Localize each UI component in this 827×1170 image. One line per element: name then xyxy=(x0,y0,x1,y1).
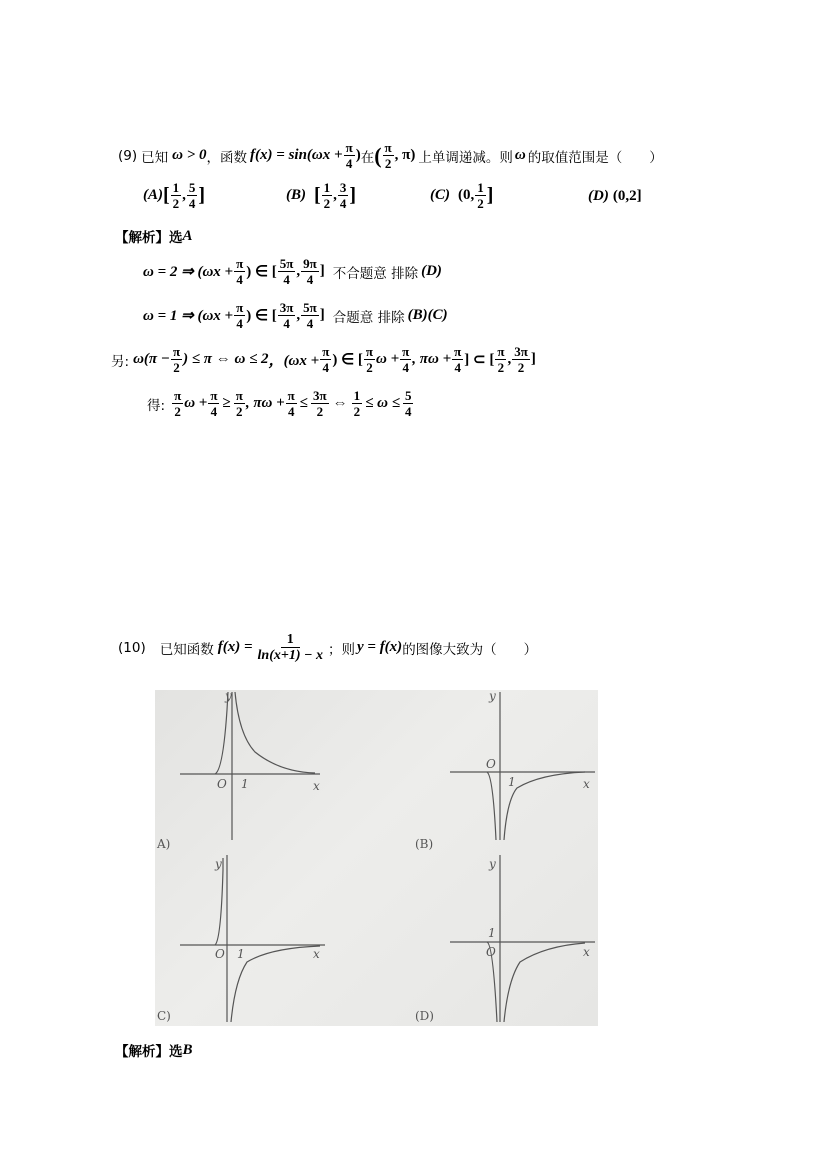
frac: $\frac{1}{2}$ xyxy=(172,180,180,211)
q10-yfx: y = f(x) xyxy=(356,639,403,655)
option-label: (D) xyxy=(588,188,609,204)
graph-b-origin-label: O xyxy=(486,757,496,771)
comma: , xyxy=(296,263,301,279)
q9-frac-pi2: $\frac{\pi}{2}$ xyxy=(384,140,392,171)
get-label: 得: xyxy=(147,397,166,414)
q9-step2 xyxy=(143,300,448,331)
q10-function: f(x) = xyxy=(217,639,253,655)
close-bracket: ] xyxy=(319,307,325,323)
alt-end: ] xyxy=(530,351,536,367)
q9-option-d xyxy=(588,188,642,205)
graph-a-curve-left xyxy=(215,692,228,774)
step1-mid: ) ∈ [ xyxy=(246,264,277,280)
option-label: (C) xyxy=(430,187,450,203)
step1-note: 不合题意 排除 xyxy=(332,265,419,282)
graph-d-x-label: x xyxy=(583,945,590,959)
frac: $\frac{\pi}{2}$ xyxy=(172,344,181,375)
q9-get xyxy=(147,388,414,419)
q9-range-text: 的取值范围是（ ） xyxy=(527,149,663,166)
q9-step1 xyxy=(143,256,442,287)
alt-g: ] ⊂ [ xyxy=(464,352,495,368)
get-e: ⇔ xyxy=(332,395,348,411)
q9-interval-close: , π) xyxy=(394,147,416,163)
get-c: , πω + xyxy=(245,395,285,411)
frac: $\frac{9\pi}{4}$ xyxy=(303,256,317,287)
frac: $\frac{\pi}{2}$ xyxy=(365,344,374,375)
alt-h: , xyxy=(507,351,512,367)
frac: $\frac{5\pi}{4}$ xyxy=(303,300,317,331)
graph-b-one-label: 1 xyxy=(508,775,516,789)
graph-d-curve-right xyxy=(504,943,585,1022)
option-text: (0, xyxy=(458,187,475,203)
frac: $\frac{1}{2}$ xyxy=(323,180,331,211)
graph-b-curve-right xyxy=(504,772,585,840)
step1-excl: (D) xyxy=(421,263,442,279)
comma: , xyxy=(182,187,186,203)
alt-label: 另: xyxy=(111,353,130,370)
q9-analysis xyxy=(115,226,193,246)
q9-omega: ω xyxy=(514,147,526,163)
alt-f: , πω + xyxy=(412,351,452,367)
q10-number: (10) xyxy=(118,639,146,656)
q9-interval-open: ( xyxy=(374,142,382,168)
graph-d-y-label: y xyxy=(489,857,496,871)
alt-c: ，(ωx + xyxy=(268,353,320,369)
q10-analysis xyxy=(115,1040,193,1060)
alt-b: ) ≤ π ⇔ ω ≤ 2 xyxy=(183,351,269,367)
q9-stem xyxy=(118,140,663,171)
comma: , xyxy=(296,307,301,323)
graph-c-y-label: y xyxy=(215,857,222,871)
step2-note: 合题意 排除 xyxy=(332,309,405,326)
graph-d-panel-label: (D) xyxy=(415,1009,434,1023)
graph-c-panel-label: C) xyxy=(157,1009,171,1023)
step2-left: ω = 1 ⇒ (ωx + xyxy=(143,308,234,324)
option-label: (A) xyxy=(143,187,163,203)
q9-condition: ω > 0 xyxy=(172,147,207,163)
graph-a-x-label: x xyxy=(313,779,320,793)
frac: $\frac{3\pi}{2}$ xyxy=(313,388,327,419)
q9-function: f(x) = sin(ωx + xyxy=(250,147,343,163)
option-label: (B) xyxy=(286,187,306,203)
option-text: (0,2] xyxy=(612,188,642,204)
open-bracket: [ xyxy=(163,184,170,206)
q9-alt xyxy=(111,344,536,375)
frac: $\frac{3}{4}$ xyxy=(339,180,347,211)
close-bracket: ] xyxy=(486,184,494,206)
q9-number: (9) xyxy=(118,147,138,164)
get-a: ω + xyxy=(184,395,208,411)
q9-option-c xyxy=(430,180,493,211)
q9-option-a xyxy=(143,180,205,211)
analysis-label: 【解析】选 xyxy=(115,1044,183,1060)
frac: $\frac{\pi}{2}$ xyxy=(497,344,505,375)
q9-on: 在 xyxy=(360,149,375,166)
graph-c-x-label: x xyxy=(313,947,320,961)
frac: $\frac{5}{4}$ xyxy=(188,180,196,211)
analysis-answer: A xyxy=(182,227,193,244)
q10-fraction: $\frac{1}{\ln(x+1) - x}$ xyxy=(257,632,323,663)
q10-then: ；则 xyxy=(327,641,355,658)
comma: , xyxy=(333,187,337,203)
graph-a-origin-label: O xyxy=(217,777,227,791)
graph-c-origin-label: O xyxy=(215,947,225,961)
alt-d: ) ∈ [ xyxy=(332,352,363,368)
q9-func-label: ，函数 xyxy=(206,149,248,166)
frac: $\frac{\pi}{2}$ xyxy=(174,388,182,419)
close-bracket: ] xyxy=(349,184,357,206)
graph-a-one-label: 1 xyxy=(241,777,249,791)
get-d: ≤ xyxy=(299,395,309,411)
frac: $\frac{5}{4}$ xyxy=(404,388,412,419)
frac: $\frac{1}{2}$ xyxy=(477,180,484,211)
close-bracket: ] xyxy=(319,263,325,279)
analysis-label: 【解析】选 xyxy=(115,230,183,246)
get-b: ≥ xyxy=(222,395,231,411)
step1-left: ω = 2 ⇒ (ωx + xyxy=(143,264,234,280)
graph-b-curve-left xyxy=(487,772,496,840)
graph-c-one-label: 1 xyxy=(237,947,245,961)
frac: $\frac{\pi}{4}$ xyxy=(236,300,244,331)
q10-desc: 的图像大致为（ ） xyxy=(402,641,538,658)
q10-graph-image xyxy=(155,690,598,1026)
graph-b-panel-label: (B) xyxy=(415,837,434,851)
q9-close-paren: ) xyxy=(355,147,361,163)
analysis-answer: B xyxy=(182,1041,193,1058)
frac: $\frac{5\pi}{4}$ xyxy=(279,256,294,287)
frac: $\frac{3\pi}{2}$ xyxy=(514,344,528,375)
q9-option-b xyxy=(286,180,356,211)
q9-frac-pi4: $\frac{\pi}{4}$ xyxy=(345,140,353,171)
graph-b-x-label: x xyxy=(583,777,590,791)
frac: $\frac{\pi}{4}$ xyxy=(210,388,218,419)
q9-known: 已知 xyxy=(141,149,169,166)
step2-excl: (B)(C) xyxy=(407,307,448,323)
frac: $\frac{\pi}{4}$ xyxy=(236,256,244,287)
alt-a: ω(π − xyxy=(133,351,170,367)
get-f: ≤ ω ≤ xyxy=(365,395,400,411)
graph-a-y-label: y xyxy=(225,690,232,703)
graph-c-curve-left xyxy=(215,858,223,945)
frac: $\frac{1}{2}$ xyxy=(353,388,361,419)
frac: $\frac{3\pi}{4}$ xyxy=(279,300,294,331)
frac: $\frac{\pi}{2}$ xyxy=(235,388,243,419)
graph-b-y-label: y xyxy=(489,690,496,703)
graph-a-panel-label: A) xyxy=(157,837,171,851)
q10-known: 已知函数 xyxy=(159,641,214,658)
open-bracket: [ xyxy=(314,184,321,206)
step2-mid: ) ∈ [ xyxy=(246,308,277,324)
alt-e: ω + xyxy=(376,351,400,367)
frac: $\frac{\pi}{4}$ xyxy=(322,344,330,375)
q9-desc: 上单调递减。则 xyxy=(418,149,513,166)
graph-a-curve-right xyxy=(235,692,315,773)
frac: $\frac{\pi}{4}$ xyxy=(402,344,410,375)
q10-stem xyxy=(118,632,537,663)
q10-graphs-svg xyxy=(155,690,598,1026)
graph-d-origin-label: O xyxy=(486,945,496,959)
close-bracket: ] xyxy=(198,184,206,206)
graph-d-one-label: 1 xyxy=(488,926,496,940)
frac: $\frac{\pi}{4}$ xyxy=(287,388,295,419)
frac: $\frac{\pi}{4}$ xyxy=(454,344,462,375)
